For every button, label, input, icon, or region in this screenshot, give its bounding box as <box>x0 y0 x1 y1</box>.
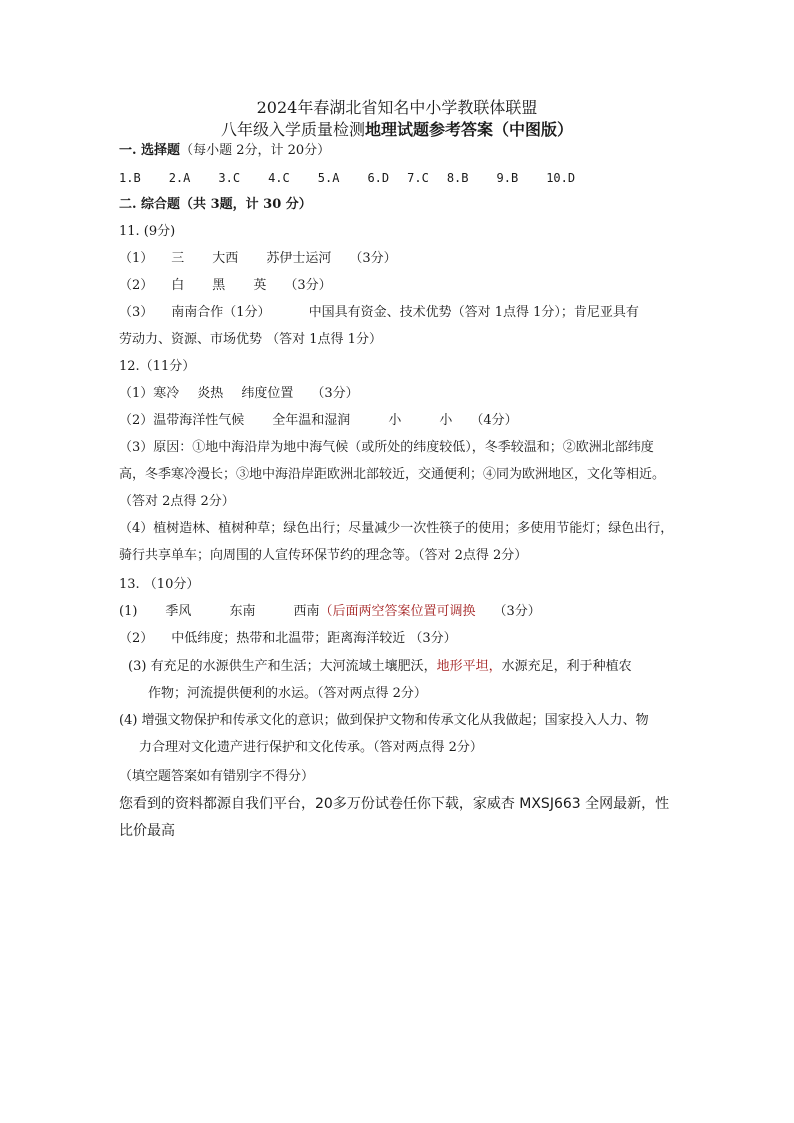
q11-p1-a: 三 <box>171 251 185 266</box>
q13-label: 13. （10分） <box>119 577 200 592</box>
q13-p2-text: 中低纬度；热带和北温带；距离海洋较近 （3分） <box>171 631 457 646</box>
q13-p4-row2 <box>119 734 679 761</box>
q11-p1-c: 苏伊士运河 <box>266 251 332 266</box>
q13-p3-row1 <box>128 653 688 680</box>
q13-p2-num: （2） <box>119 631 154 646</box>
q11-p3-a: 南南合作（1分） <box>171 305 271 320</box>
q13-p4-num: (4) <box>119 713 138 728</box>
q13-p3-a: 有充足的水源供生产和生活；大河流域土壤肥沃， <box>150 659 437 674</box>
q12-p2-score: （4分） <box>470 413 518 428</box>
q13-part4 <box>119 707 679 761</box>
q13-p3-row2 <box>128 680 688 707</box>
q11-p2-score: （3分） <box>284 278 332 293</box>
q12-p2-b: 全年温和湿润 <box>272 413 351 428</box>
q12-p2-num: （2） <box>119 413 154 428</box>
q12-part4: （4）植树造林、植树种草；绿色出行；尽量减少一次性筷子的使用；多使用节能灯；绿色出行，骑行共享单车；向周围的人宣传环保节约的理念等。（答对 2点得 2分） <box>119 521 674 563</box>
q12-p1-score: （3分） <box>311 386 359 401</box>
q11-label: 11. (9分) <box>119 224 176 239</box>
answer-4: 4.C <box>268 171 290 185</box>
answer-5: 5.A <box>317 171 340 185</box>
q13-p4-a: 增强文物保护和传承文化的意识；做到保护文物和传承文化从我做起；国家投入人力、物 <box>141 713 649 728</box>
q12-part2 <box>119 412 518 430</box>
q13-p1-a: 季风 <box>165 604 192 619</box>
section2-heading: 二. 综合题（共 3题，计 30 分） <box>119 197 312 212</box>
q11-p1-score: （3分） <box>349 251 397 266</box>
q13-part2 <box>119 630 457 648</box>
document-title-line1: 2024年春湖北省知名中小学教联体联盟 <box>256 98 538 117</box>
title-line2-part-a: 八年级入学质量检测 <box>220 120 365 139</box>
section1-title: 一. 选择题 <box>119 143 181 158</box>
section1-note: （每小题 2分，计 20分） <box>180 143 331 158</box>
answer-1: 1.B <box>119 171 141 185</box>
q11-p3-b: 中国具有资金、技术优势（答对 1点得 1分）；肯尼亚具有 <box>308 305 639 320</box>
q11-part1 <box>119 250 397 268</box>
q13-part3 <box>128 653 688 707</box>
q12-p2-a: 温带海洋性气候 <box>153 413 245 428</box>
q11-part3-cont: 劳动力、资源、市场优势 （答对 1点得 1分） <box>119 332 382 347</box>
q11-p1-b: 大西 <box>212 251 239 266</box>
q12-p1-c: 纬度位置 <box>241 386 294 401</box>
q13-part1 <box>119 603 541 621</box>
answer-6: 6.D <box>367 171 390 185</box>
title-line2-part-b: 地理试题参考答案（中图版） <box>365 120 574 139</box>
q13-p3-num: (3) <box>128 659 147 674</box>
section1-answers <box>119 169 575 187</box>
q13-p3-b: 水源充足，利于种植农 <box>501 659 632 674</box>
q13-p4-row1 <box>119 707 679 734</box>
q12-p1-num: （1） <box>119 386 154 401</box>
q11-p2-a: 白 <box>171 278 185 293</box>
q13-p1-score: （3分） <box>493 604 541 619</box>
q12-part1 <box>119 385 359 403</box>
promo-footer: 您看到的资料都源自我们平台，20多万份试卷任你下载，家威杏 MXSJ663 全网最新，性比价最高 <box>119 796 670 839</box>
q13-p3-c: 作物；河流提供便利的水运。（答对两点得 2分） <box>148 686 427 701</box>
q12-p1-b: 炎热 <box>197 386 224 401</box>
q12-p2-d: 小 <box>439 413 453 428</box>
document-title-line2 <box>0 120 794 140</box>
q12-label: 12.（11分） <box>119 359 196 374</box>
q11-p1-num: （1） <box>119 251 154 266</box>
q12-p2-c: 小 <box>388 413 402 428</box>
q13-p4-b: 力合理对文化遗产进行保护和文化传承。（答对两点得 2分） <box>139 740 483 755</box>
answer-2: 2.A <box>168 171 191 185</box>
q11-part2 <box>119 277 332 295</box>
q13-p1-note: （后面两空答案位置可调换 <box>319 604 476 619</box>
section1-heading <box>119 142 330 160</box>
q13-p3-red: 地形平坦， <box>436 659 502 674</box>
answer-9: 9.B <box>496 171 519 185</box>
q11-p2-b: 黑 <box>212 278 226 293</box>
q12-p1-a: 寒冷 <box>153 386 180 401</box>
answer-10: 10.D <box>546 171 576 185</box>
q13-p1-b: 东南 <box>229 604 256 619</box>
answer-3: 3.C <box>218 171 241 185</box>
q11-part3 <box>119 304 639 322</box>
answer-7: 7.C <box>407 171 429 185</box>
q11-p2-c: 英 <box>253 278 267 293</box>
answer-8: 8.B <box>446 171 469 185</box>
q11-p3-num: （3） <box>119 305 154 320</box>
fill-blank-note: （填空题答案如有错别字不得分） <box>119 769 315 784</box>
q12-part3: （3）原因：①地中海沿岸为地中海气候（或所处的纬度较低），冬季较温和；②欧洲北部纬度高，冬季寒冷漫长；③地中海沿岸距欧洲北部较近，交通便利；④同为欧洲地区，文化等相近。（答对 2点得 2分） <box>119 440 666 509</box>
q13-p1-num: (1) <box>119 604 138 619</box>
q11-p2-num: （2） <box>119 278 154 293</box>
q13-p1-c: 西南 <box>293 604 320 619</box>
